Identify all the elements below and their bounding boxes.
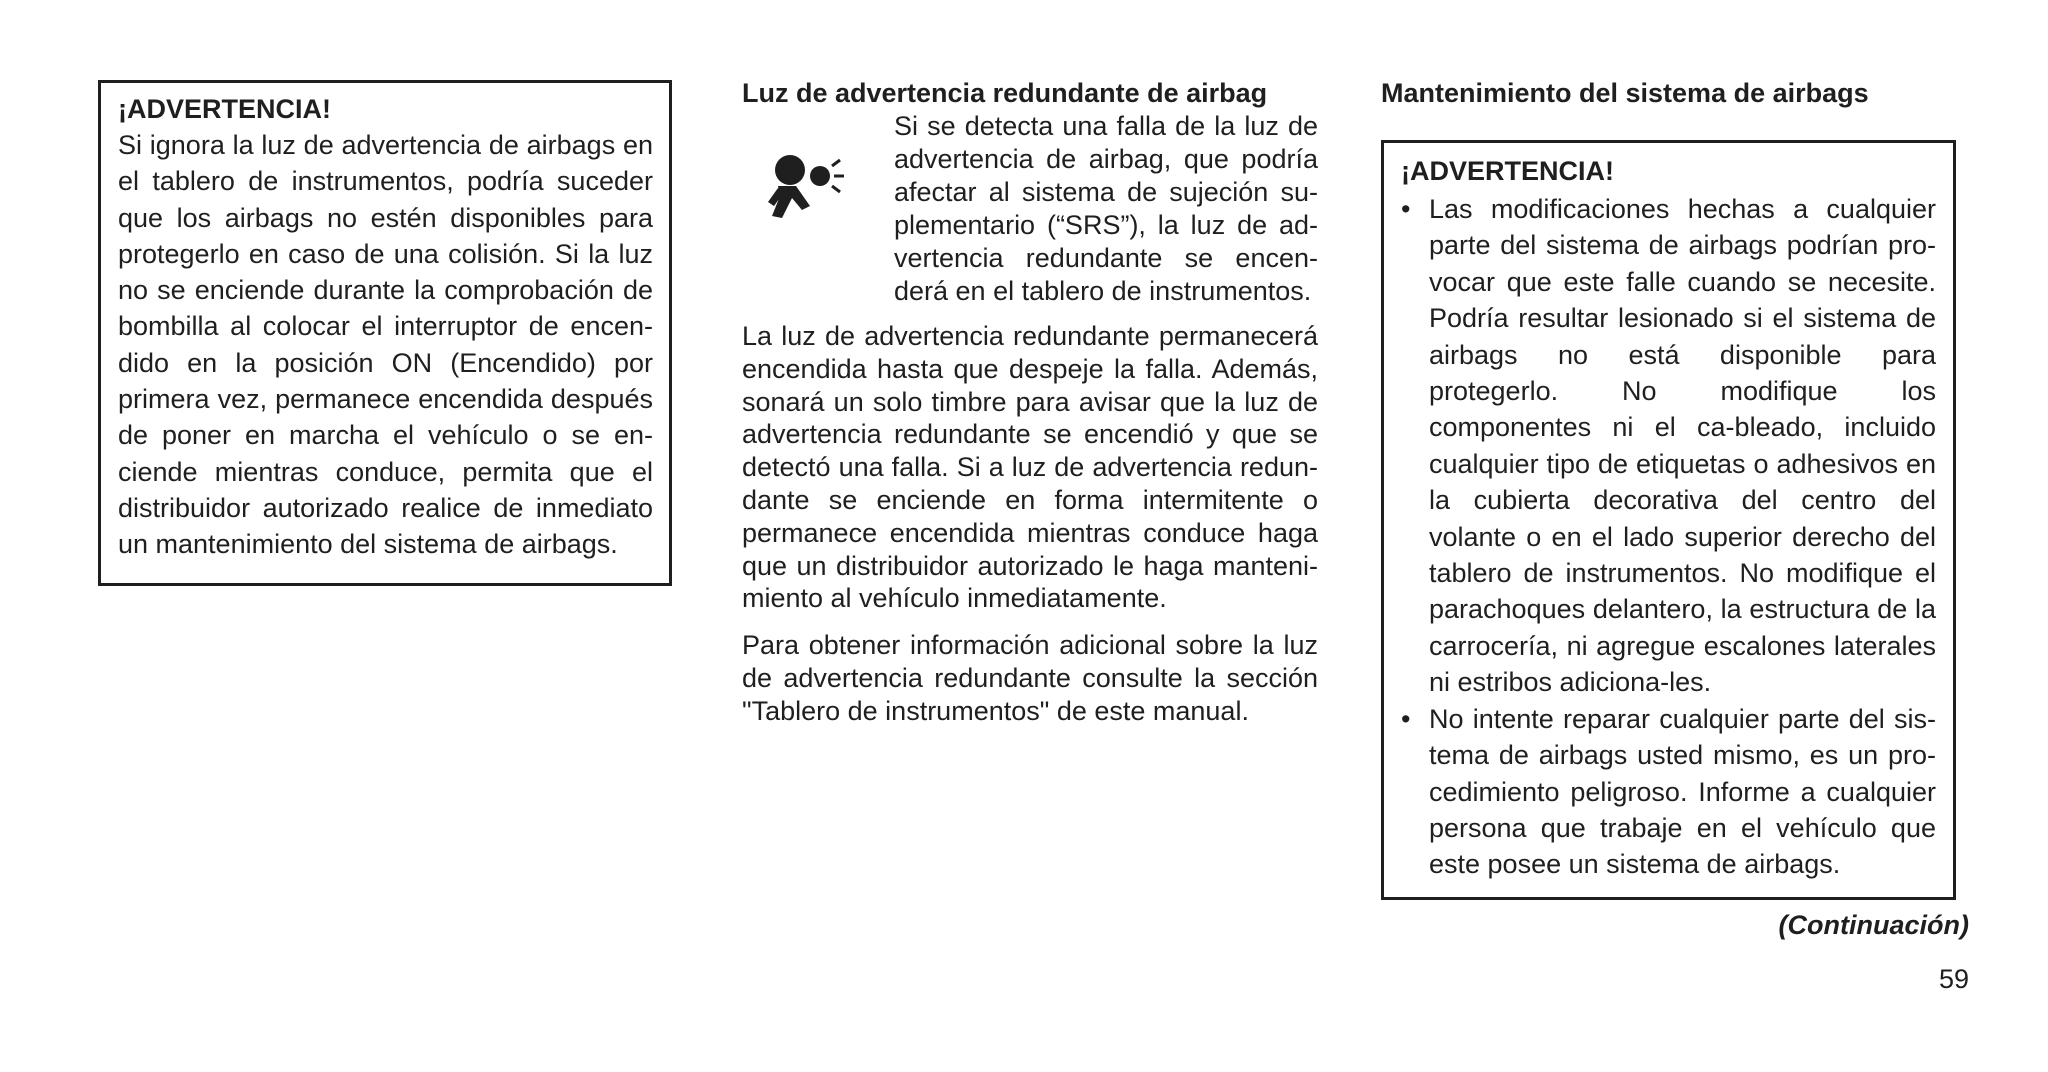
middle-heading: Luz de advertencia redundante de airbag (742, 78, 1268, 108)
bullet-dot: • (1401, 194, 1411, 224)
right-column (1381, 76, 1961, 110)
bullet-item-2 (1401, 701, 1936, 883)
middle-paragraph-2: Para obtener información adicional sobre la luz de advertencia redundante consulte la sección "Tablero de instrumentos" de este manual. (742, 630, 1318, 727)
bullet-item-1 (1401, 191, 1936, 701)
left-warning-box (98, 80, 672, 586)
right-warning-box (1381, 140, 1956, 900)
right-heading: Mantenimiento del sistema de airbags (1381, 78, 1869, 108)
bullet-text-1: Las modificaciones hechas a cualquier parte del sistema de airbags podrían pro-vocar que este falle cuando se necesite. Podría resultar lesionado si el sistema de airbags no está disponible para protegerlo. No modifique los componentes ni el ca-bleado, incluido cualquier tipo de etiquetas o adhesivos en la cubierta decorativa del centro del volante o en el lado superior derecho del tablero de instrumentos. No modifique el parachoques delantero, la estructura de la carrocería, ni agregue escalones laterales ni estribos adiciona-les. (1429, 194, 1936, 698)
bullet-text-2: No intente reparar cualquier parte del sis-tema de airbags usted mismo, es un pro-cedimiento peligroso. Informe a cualquier persona que trabaje en el vehículo que este posee un sistema de airbags. (1429, 703, 1936, 880)
page-number: 59 (1938, 964, 1969, 994)
left-warning-title: ¡ADVERTENCIA! (118, 94, 331, 124)
middle-paragraph-1: La luz de advertencia redundante permanecerá encendida hasta que despeje la falla. Además, sonará un solo timbre para avisar que la luz de advertencia redundante se encendió y que se detectó una falla. Si a luz de advertencia redun-dante se enciende en forma intermitente o permanece encendida mientras conduce haga que un distribuidor autorizado le haga manteni-miento al vehículo inmediatamente. (742, 321, 1318, 614)
continuation-label: (Continuación) (1778, 910, 1969, 940)
left-warning-text: Si ignora la luz de advertencia de airbags en el tablero de instrumentos, podría suceder que los airbags no estén disponibles para protegerlo en caso de una colisión. Si la luz no se enciende durante la comprobación de bombilla al colocar el interruptor de encen-dido en la posición ON (Encendido) por primera vez, permanece encendida después de poner en marcha el vehículo o se en-ciende mientras conduce, permita que el distribuidor autorizado realice de inmediato un mantenimiento del sistema de airbags. (118, 130, 653, 560)
airbag-warning-icon (738, 118, 858, 238)
bullet-dot: • (1401, 703, 1411, 734)
right-warning-title: ¡ADVERTENCIA! (1401, 156, 1614, 186)
middle-intro-text: Si se detecta una falla de la luz de advertencia de airbag, que podría afectar al sistema de sujeción su-plementario (“SRS”), la luz de ad-vertencia redundante se encen-derá en el tablero de instrumentos. (894, 111, 1318, 306)
